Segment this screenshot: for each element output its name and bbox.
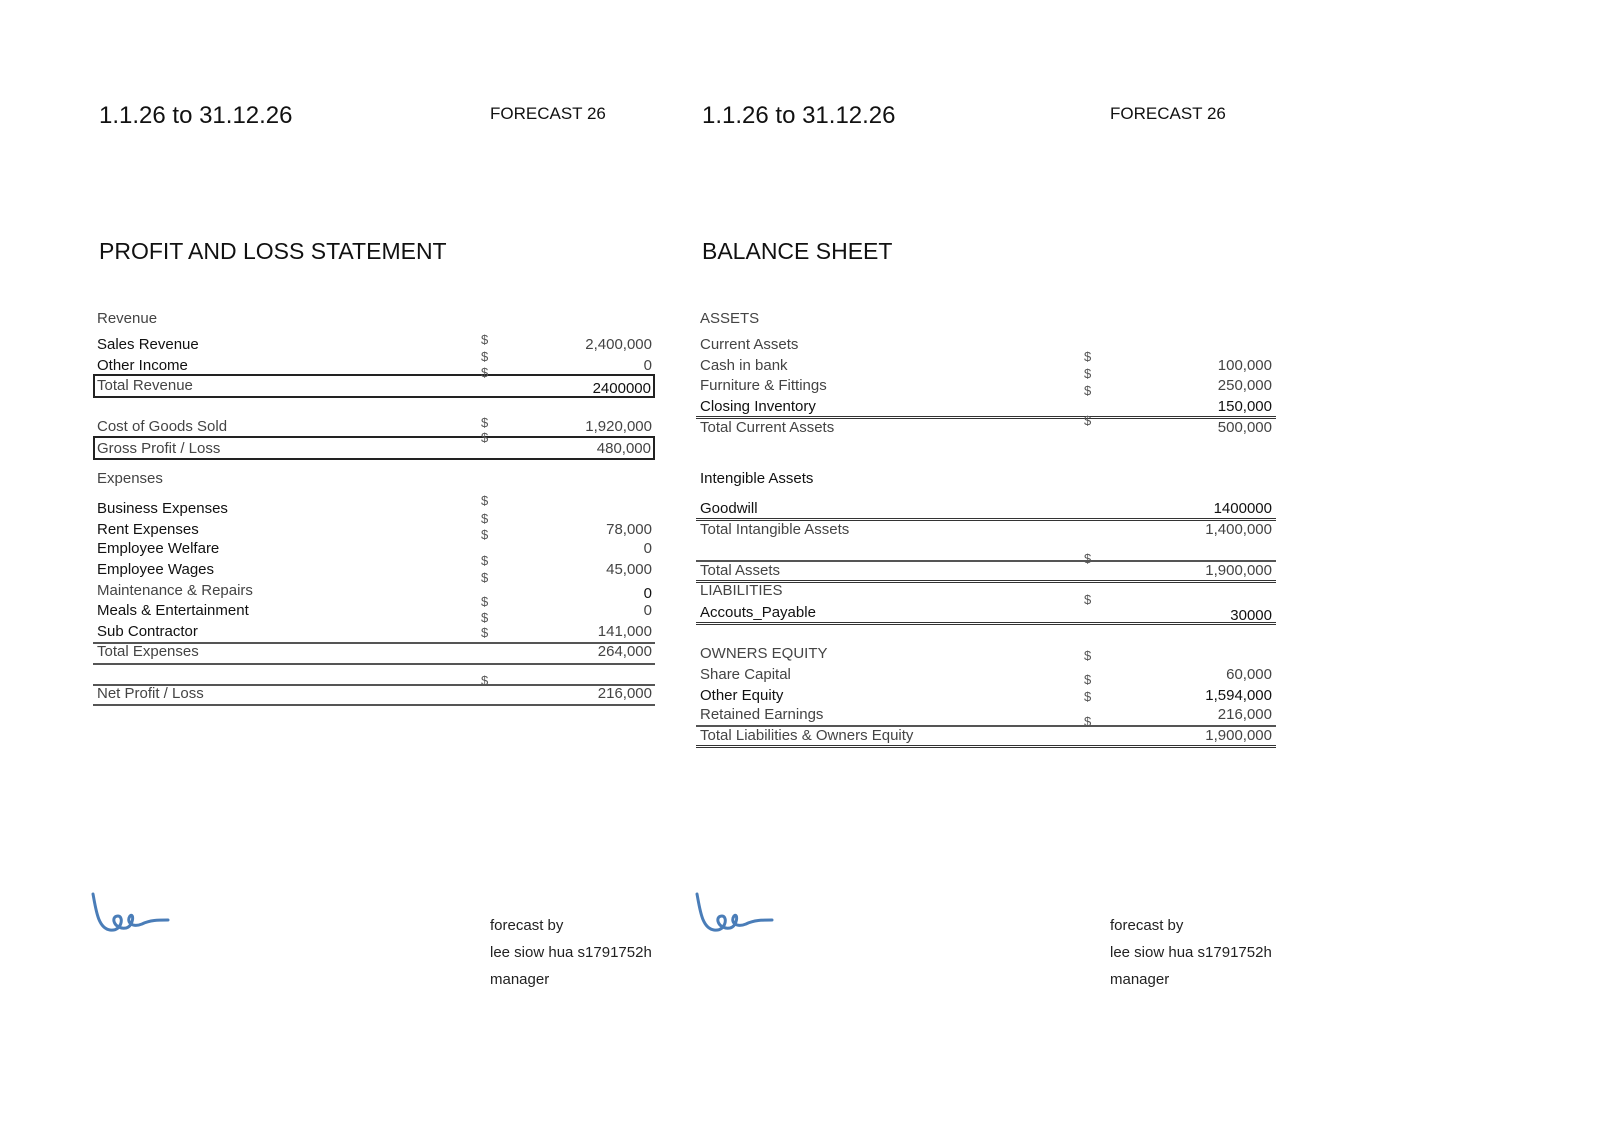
row-value: 1,920,000 [585, 418, 652, 435]
row-label: Rent Expenses [97, 521, 199, 538]
dollar-sign: $ [1084, 714, 1092, 729]
section-header-revenue: Revenue [97, 310, 158, 327]
footer-line: manager [490, 971, 550, 988]
section-header-intangible: Intengible Assets [700, 470, 814, 487]
row-label: Share Capital [700, 666, 791, 683]
row-value: 500,000 [1217, 419, 1272, 436]
dollar-sign: $ [481, 570, 489, 585]
row-label: Sub Contractor [97, 623, 198, 640]
dollar-sign: $ [481, 430, 489, 445]
double-rule [696, 580, 1276, 583]
dollar-sign: $ [481, 349, 489, 364]
row-value: 0 [643, 540, 652, 557]
row-value: 250,000 [1217, 377, 1272, 394]
row-value: 480,000 [596, 440, 651, 457]
dollar-sign: $ [481, 527, 489, 542]
signature [88, 890, 178, 940]
row-label: Retained Earnings [700, 706, 824, 723]
row-value: 0 [643, 357, 652, 374]
dollar-sign: $ [1084, 551, 1092, 566]
dollar-sign: $ [481, 415, 489, 430]
row-label: Other Equity [700, 687, 784, 704]
section-header-owners-equity: OWNERS EQUITY [700, 645, 828, 662]
row-value: 78,000 [606, 521, 652, 538]
footer-line: lee siow hua s1791752h [490, 944, 652, 961]
dollar-sign: $ [481, 511, 489, 526]
signature [692, 890, 782, 940]
row-value: 0 [643, 585, 652, 602]
row-label: Business Expenses [97, 500, 228, 517]
row-value: 1,594,000 [1205, 687, 1272, 704]
row-value: 60,000 [1226, 666, 1272, 683]
period-label: 1.1.26 to 31.12.26 [702, 102, 896, 129]
row-value: 216,000 [597, 685, 652, 702]
dollar-sign: $ [481, 594, 489, 609]
row-label: Furniture & Fittings [700, 377, 827, 394]
dollar-sign: $ [1084, 689, 1092, 704]
dollar-sign: $ [1084, 592, 1092, 607]
section-header-current-assets: Current Assets [700, 336, 799, 353]
row-value: 216,000 [1217, 706, 1272, 723]
section-header-expenses: Expenses [97, 470, 163, 487]
rule [93, 704, 655, 706]
footer-line: forecast by [1110, 917, 1184, 934]
rule [93, 663, 655, 665]
row-label: Total Liabilities & Owners Equity [700, 727, 914, 744]
row-value: 0 [643, 602, 652, 619]
dollar-sign: $ [1084, 349, 1092, 364]
row-label: Employee Wages [97, 561, 214, 578]
row-label: Total Intangible Assets [700, 521, 850, 538]
row-value: 1,400,000 [1205, 521, 1272, 538]
row-value: 45,000 [606, 561, 652, 578]
dollar-sign: $ [481, 332, 489, 347]
row-label: Cost of Goods Sold [97, 418, 228, 435]
row-label: Total Revenue [97, 377, 193, 394]
row-value: 2,400,000 [585, 336, 652, 353]
row-label: Other Income [97, 357, 188, 374]
row-label: Accouts_Payable [700, 604, 816, 621]
period-label: 1.1.26 to 31.12.26 [99, 102, 293, 129]
forecast-label: FORECAST 26 [1110, 104, 1226, 123]
dollar-sign: $ [481, 625, 489, 640]
double-rule [696, 745, 1276, 748]
row-value: 100,000 [1217, 357, 1272, 374]
row-value: 1,900,000 [1205, 727, 1272, 744]
dollar-sign: $ [481, 610, 489, 625]
dollar-sign: $ [1084, 366, 1092, 381]
dollar-sign: $ [481, 553, 489, 568]
row-label: Maintenance & Repairs [97, 582, 253, 599]
dollar-sign: $ [481, 365, 489, 380]
section-header-liabilities: LIABILITIES [700, 582, 783, 599]
row-value: 2400000 [592, 380, 651, 397]
row-label: Employee Welfare [97, 540, 220, 557]
row-label: Gross Profit / Loss [97, 440, 221, 457]
footer-line: lee siow hua s1791752h [1110, 944, 1272, 961]
page-title: BALANCE SHEET [702, 238, 893, 264]
row-value: 1400000 [1213, 500, 1272, 517]
row-label: Total Current Assets [700, 419, 835, 436]
dollar-sign: $ [1084, 383, 1092, 398]
row-value: 141,000 [597, 623, 652, 640]
row-label: Meals & Entertainment [97, 602, 249, 619]
row-label: Cash in bank [700, 357, 788, 374]
row-label: Goodwill [700, 500, 758, 517]
row-label: Net Profit / Loss [97, 685, 204, 702]
dollar-sign: $ [1084, 413, 1092, 428]
dollar-sign: $ [1084, 672, 1092, 687]
forecast-label: FORECAST 26 [490, 104, 606, 123]
row-label: Total Expenses [97, 643, 199, 660]
section-header-assets: ASSETS [700, 310, 760, 327]
dollar-sign: $ [481, 673, 489, 688]
row-value: 1,900,000 [1205, 562, 1272, 579]
row-label: Sales Revenue [97, 336, 199, 353]
row-value: 150,000 [1217, 398, 1272, 415]
row-value: 30000 [1230, 607, 1272, 624]
row-label: Total Assets [700, 562, 781, 579]
double-rule [696, 622, 1276, 625]
dollar-sign: $ [1084, 648, 1092, 663]
footer-line: manager [1110, 971, 1170, 988]
page-title: PROFIT AND LOSS STATEMENT [99, 238, 447, 264]
footer-line: forecast by [490, 917, 564, 934]
dollar-sign: $ [481, 493, 489, 508]
row-value: 264,000 [597, 643, 652, 660]
row-label: Closing Inventory [700, 398, 816, 415]
